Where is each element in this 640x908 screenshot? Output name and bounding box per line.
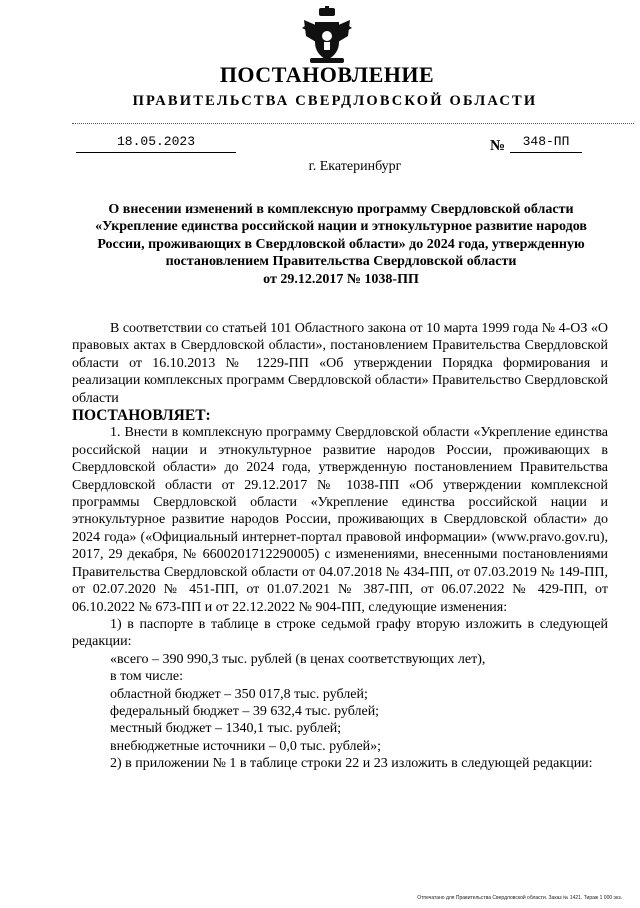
heading-line: от 29.12.2017 № 1038-ПП — [263, 271, 419, 287]
quote-line: областной бюджет – 350 017,8 тыс. рублей; — [110, 686, 368, 702]
document-number: 348-ПП — [522, 134, 570, 149]
subitem-1-paragraph: 1) в паспорте в таблице в строке седьмой графу вторую изложить в следующей редакции: — [72, 616, 608, 650]
document-subtitle: ПРАВИТЕЛЬСТВА СВЕРДЛОВСКОЙ ОБЛАСТИ — [132, 93, 538, 109]
heading-line: России, проживающих в Свердловской области» до 2024 года, утвержденную — [97, 236, 585, 252]
heading-line: постановлением Правительства Свердловской области — [165, 254, 517, 270]
coat-of-arms-icon — [300, 6, 354, 66]
document-title: ПОСТАНОВЛЕНИЕ — [219, 62, 435, 87]
print-imprint: Отпечатано для Правительства Свердловской области. Заказ № 1421. Тираж 1 000 экз. — [417, 895, 622, 901]
heading-line: «Укрепление единства российской нации и этнокультурное развитие народов — [95, 219, 587, 235]
resolves-label: ПОСТАНОВЛЯЕТ: — [72, 407, 211, 425]
quoted-block — [72, 651, 608, 755]
quote-line: внебюджетные источники – 0,0 тыс. рублей»; — [110, 738, 382, 754]
quote-line: федеральный бюджет – 39 632,4 тыс. рублей; — [110, 703, 380, 719]
number-sign: № — [490, 138, 506, 154]
number-underline — [510, 152, 582, 153]
quote-line: в том числе: — [110, 669, 183, 685]
subitem-2-paragraph: 2) в приложении № 1 в таблице строки 22 и 23 изложить в следующей редакции: — [110, 756, 593, 772]
document-city: г. Екатеринбург — [308, 159, 402, 174]
heading-line: О внесении изменений в комплексную программу Свердловской области — [108, 202, 574, 217]
quote-line: местный бюджет – 1340,1 тыс. рублей; — [110, 721, 342, 737]
item-1-paragraph: 1. Внести в комплексную программу Свердловской области «Укрепление единства российской нации и этнокультурное развитие народов России, проживающих в Свердловской области» до 2024 года, утвержденную постановлением Правительства Свердловской области от 29.12.2017 № 1038-ПП «Об утверждении комплексной программы Свердловской области «Укрепление единства российской нации и этнокультурное развитие народов России, проживающих в Свердловской области» до 2024 года» («Официальный интернет-портал правовой информации» (www.pravo.gov.ru), 2017, 29 декабря, № 6600201712290005) с изменениями, внесенными постановлениями Правительства Свердловской области от 04.07.2018 № 434-ПП, от 07.03.2019 № 149-ПП, от 02.07.2020 № 451-ПП, от 01.07.2021 № 387-ПП, от 06.07.2022 № 429-ПП, от 06.10.2022 № 673-ПП и от 22.12.2022 № 904-ПП, следующие изменения: — [72, 425, 608, 615]
header-divider — [72, 123, 634, 124]
preamble-paragraph: В соответствии со статьей 101 Областного закона от 10 марта 1999 года № 4-ОЗ «О правовых актах в Свердловской области», постановлением Правительства Свердловской области от 16.10.2013 № 1229-ПП «Об утверждении Порядка формирования и реализации комплексных программ Свердловской области» Правительство Свердловской области — [72, 321, 608, 406]
quote-line: «всего – 390 990,3 тыс. рублей (в ценах соответствующих лет), — [110, 651, 486, 667]
date-underline — [76, 152, 236, 153]
document-date: 18.05.2023 — [116, 134, 195, 149]
document-body — [72, 320, 608, 773]
document-heading — [66, 201, 616, 288]
